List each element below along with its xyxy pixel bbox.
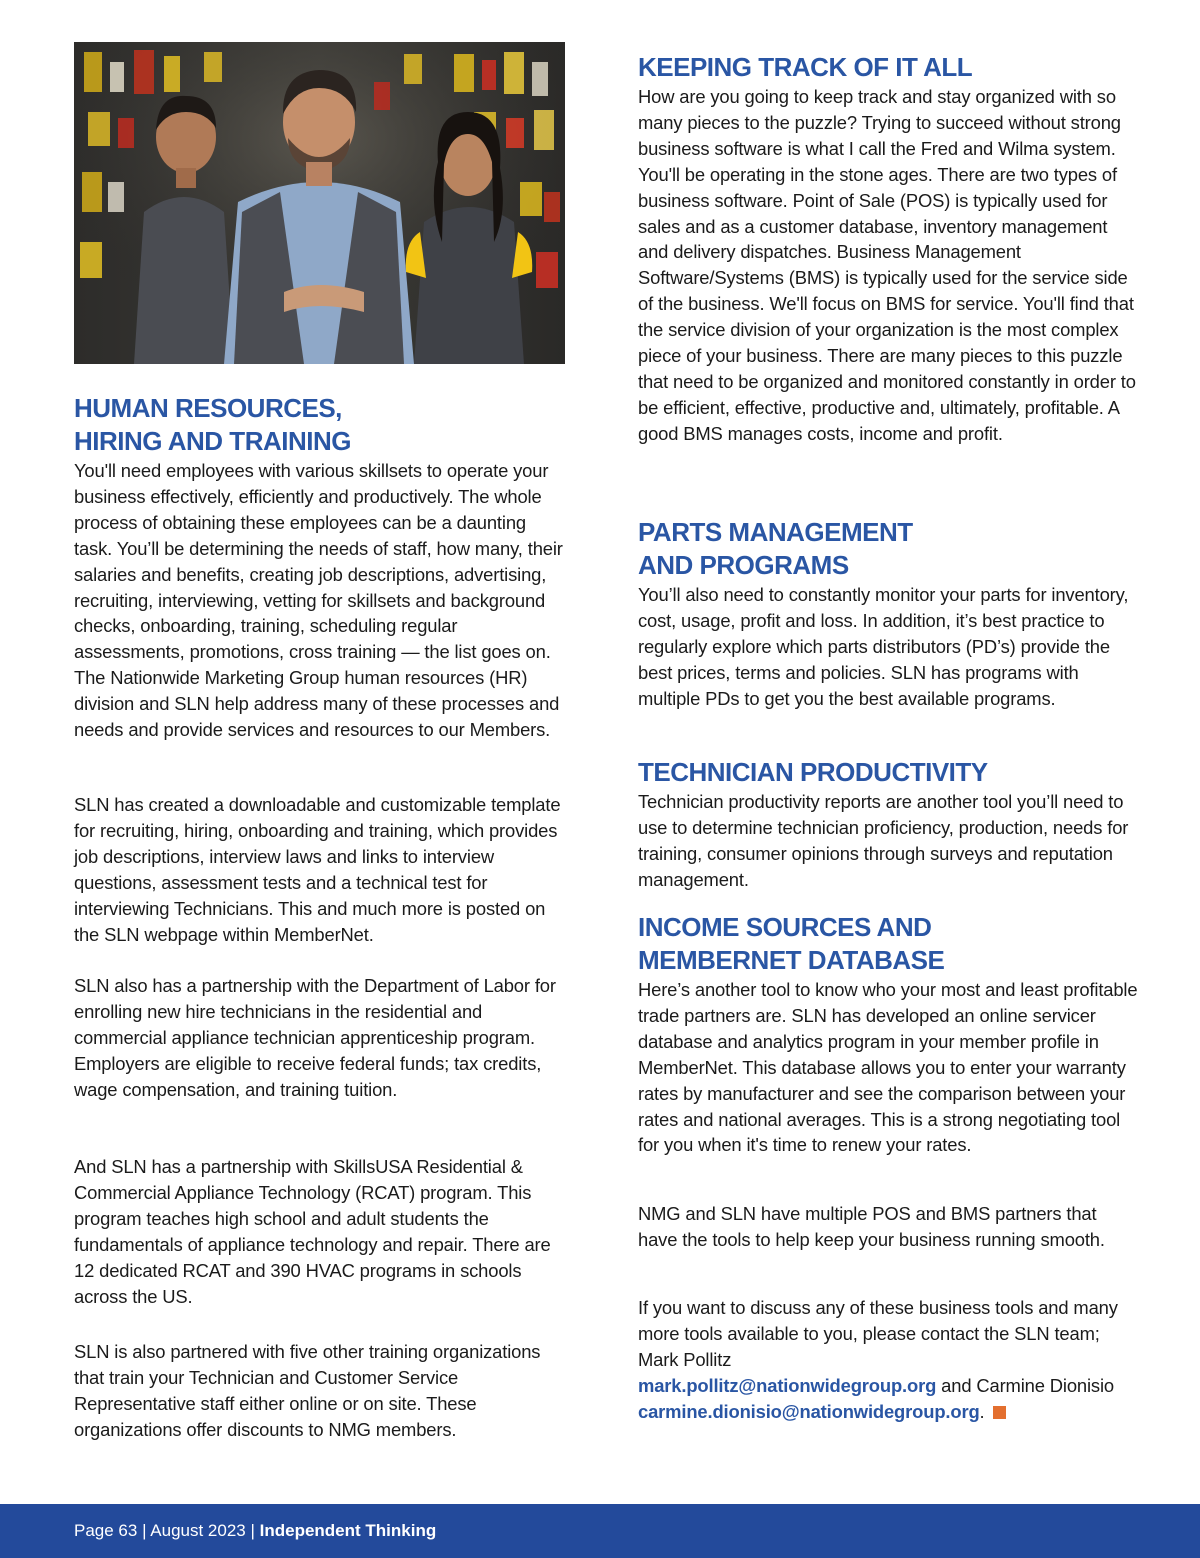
footer-page-number: Page 63 (74, 1521, 138, 1540)
email-link-carmine-dionisio[interactable]: carmine.dionisio@nationwidegroup.org (638, 1400, 980, 1422)
contact-section (638, 1295, 1138, 1425)
partners-section (638, 1201, 1138, 1253)
parts-heading-line-2: AND PROGRAMS (638, 550, 849, 580)
footer-text (74, 1521, 436, 1541)
hr-skillsusa-section (74, 1154, 566, 1309)
keeping-track-paragraph: How are you going to keep track and stay organized with so many pieces to the puzzle? Trying to succeed without strong business software is what I call the Fred and Wilma system. You'll be operating in the stone ages. There are two types of business software. Point of Sale (POS) is typically used for sales and as a customer database, inventory management and delivery dispatches. Business Management Software/Systems (BMS) is typically used for the service side of the business. We'll focus on BMS for service. You'll find that the service division of your organization is the most complex piece of your business. There are many pieces to this puzzle that need to be organized and monitored constantly in order to be efficient, effective, productive and, ultimately, profitable. A good BMS manages costs, income and profit. (638, 86, 1136, 444)
technicians-illustration (74, 42, 565, 364)
income-sources-heading (638, 911, 1138, 977)
hr-dol-section (74, 973, 566, 1103)
income-heading-line-1: INCOME SOURCES AND (638, 912, 932, 942)
keeping-track-section (638, 51, 1138, 447)
parts-heading-line-1: PARTS MANAGEMENT (638, 517, 913, 547)
income-paragraph-1: Here’s another tool to know who your most and least profitable trade partners are. SLN has developed an online servicer database and analytics program in your member profile in MemberNet. This database allows you to enter your warranty rates by manufacturer and see the comparison between your rates and national averages. This is a strong negotiating tool for you when it's time to renew your rates. (638, 979, 1138, 1156)
footer-separator-1: | (137, 1521, 151, 1540)
hr-paragraph-3: SLN also has a partnership with the Department of Labor for enrolling new hire technicians in the residential and commercial appliance technician apprenticeship program. Employers are eligible to receive federal funds; tax credits, wage compensation, and training tuition. (74, 975, 556, 1100)
hr-paragraph-2: SLN has created a downloadable and customizable template for recruiting, hiring, onboarding and training, which provides job descriptions, interview laws and links to interview questions, assessment tests and a technical test for interviewing Technicians. This and much more is posted on the SLN webpage within MemberNet. (74, 794, 561, 945)
footer-separator-2: | (245, 1521, 260, 1540)
technician-productivity-section (638, 756, 1138, 893)
income-paragraph-2: NMG and SLN have multiple POS and BMS partners that have the tools to help keep your business running smooth. (638, 1203, 1105, 1250)
hr-paragraph-5: SLN is also partnered with five other training organizations that train your Technician and Customer Service Representative staff either online or on site. These organizations offer discounts to NMG members. (74, 1341, 541, 1440)
hr-partners-section (74, 1339, 566, 1443)
human-resources-section (74, 392, 566, 743)
hr-template-section (74, 792, 566, 947)
footer-date: August 2023 (150, 1521, 246, 1540)
keeping-track-heading: KEEPING TRACK OF IT ALL (638, 52, 973, 82)
contact-text-1: If you want to discuss any of these business tools and many more tools available to you, please contact the SLN team; Mark Pollitz (638, 1297, 1118, 1370)
hr-paragraph-4: And SLN has a partnership with SkillsUSA Residential & Commercial Appliance Technology (RCAT) program. This program teaches high school and adult students the fundamentals of appliance technology and repair. There are 12 dedicated RCAT and 390 HVAC programs in schools across the US. (74, 1156, 551, 1307)
footer-publication: Independent Thinking (259, 1521, 437, 1540)
parts-section (638, 516, 1138, 712)
email-link-mark-pollitz[interactable]: mark.pollitz@nationwidegroup.org (638, 1374, 937, 1396)
technicians-photo (74, 42, 565, 364)
hr-heading-line-1: HUMAN RESOURCES, (74, 393, 342, 423)
contact-paragraph (638, 1295, 1138, 1425)
income-sources-section (638, 911, 1138, 1158)
contact-text-3: . (979, 1400, 985, 1422)
parts-heading (638, 516, 1138, 582)
technician-productivity-heading: TECHNICIAN PRODUCTIVITY (638, 757, 988, 787)
technician-productivity-paragraph: Technician productivity reports are another tool you’ll need to use to determine technician proficiency, production, needs for training, consumer opinions through surveys and reputation management. (638, 791, 1129, 890)
hr-heading-line-2: HIRING AND TRAINING (74, 426, 351, 456)
hr-heading (74, 392, 566, 458)
end-of-article-mark (993, 1406, 1006, 1419)
parts-paragraph: You’ll also need to constantly monitor your parts for inventory, cost, usage, profit and loss. In addition, it’s best practice to regularly explore which parts distributors (PD’s) provide the best prices, terms and policies. SLN has programs with multiple PDs to get you the best available programs. (638, 584, 1129, 709)
contact-text-2: and Carmine Dionisio (936, 1374, 1114, 1396)
hr-paragraph-1: You'll need employees with various skillsets to operate your business effectively, efficiently and productively. The whole process of obtaining these employees can be a daunting task. You’ll be determining the needs of staff, how many, their salaries and benefits, creating job descriptions, advertising, recruiting, interviewing, vetting for skillsets and background checks, onboarding, training, scheduling regular assessments, promotions, cross training — the list goes on. The Nationwide Marketing Group human resources (HR) division and SLN help address many of these processes and needs and provide services and resources to our Members. (74, 460, 563, 741)
page-footer (0, 1504, 1200, 1558)
income-heading-line-2: MEMBERNET DATABASE (638, 945, 945, 975)
